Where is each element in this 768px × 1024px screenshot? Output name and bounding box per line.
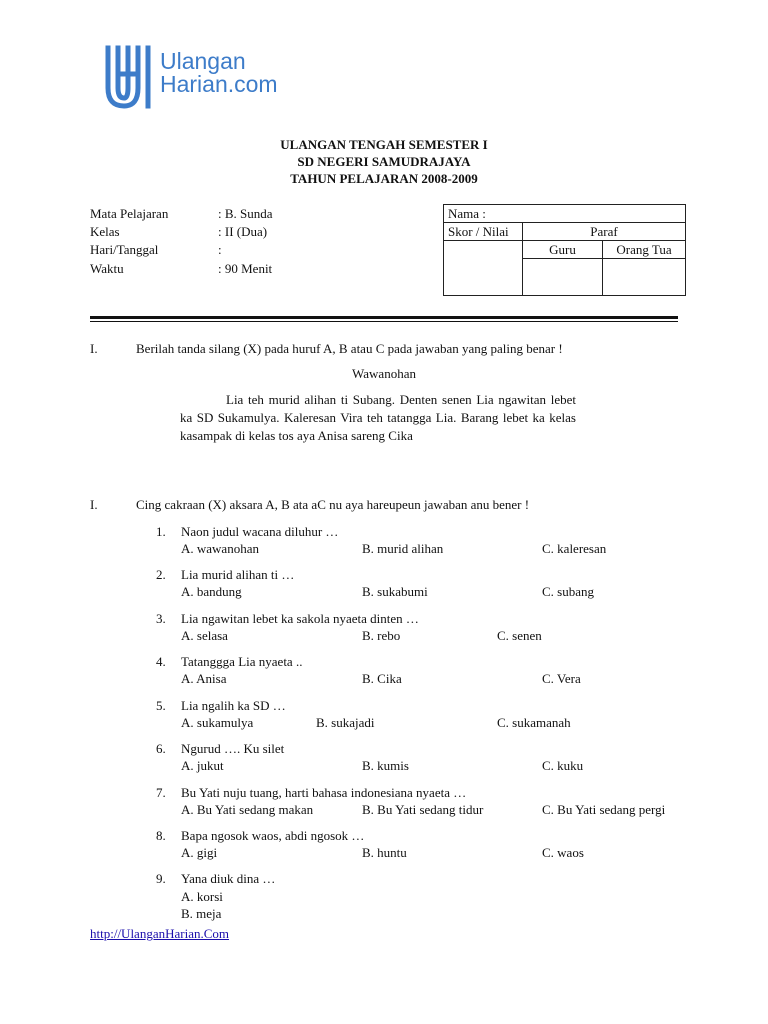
info-label: Mata Pelajaran	[90, 206, 169, 221]
school-year: TAHUN PELAJARAN 2008-2009	[290, 171, 478, 186]
teacher-signature-cell[interactable]	[523, 259, 603, 296]
passage-title: Wawanohan	[352, 366, 416, 381]
question-number: 1.	[156, 524, 166, 539]
divider-thin	[90, 321, 678, 322]
parent-signature-cell[interactable]	[603, 259, 686, 296]
question-text: Bapa ngosok waos, abdi ngosok …	[181, 828, 365, 843]
question-number: 9.	[156, 871, 166, 886]
section1-number: I.	[90, 341, 98, 356]
question-text: Tatanggga Lia nyaeta ..	[181, 654, 303, 669]
option-c[interactable]: C. sukamanah	[497, 715, 571, 730]
score-label-cell	[444, 223, 523, 241]
option-c[interactable]: C. kuku	[542, 758, 584, 773]
teacher-label: Guru	[549, 242, 576, 258]
option-b[interactable]: B. Cika	[362, 671, 402, 686]
option-a[interactable]: A. Bu Yati sedang makan	[181, 802, 314, 817]
question-text: Lia ngalih ka SD …	[181, 698, 286, 713]
question-text: Ngurud …. Ku silet	[181, 741, 285, 756]
section1-instruction: Berilah tanda silang (X) pada huruf A, B atau C pada jawaban yang paling benar !	[136, 341, 563, 356]
question-text: Yana diuk dina …	[181, 871, 276, 886]
school-name: SD NEGERI SAMUDRAJAYA	[297, 154, 471, 169]
question-number: 3.	[156, 611, 166, 626]
signature-header	[523, 223, 686, 241]
question-number: 8.	[156, 828, 166, 843]
option-a[interactable]: A. gigi	[181, 845, 218, 860]
option-a[interactable]: A. jukut	[181, 758, 224, 773]
option-b[interactable]: B. rebo	[362, 628, 401, 643]
option-c[interactable]: C. kaleresan	[542, 541, 607, 556]
score-table	[443, 204, 686, 296]
option-b[interactable]: B. kumis	[362, 758, 409, 773]
info-label: Kelas	[90, 224, 120, 239]
section2-instruction: Cing cakraan (X) aksara A, B ata aC nu aya hareupeun jawaban anu bener !	[136, 497, 530, 512]
question-number: 7.	[156, 785, 166, 800]
option-a[interactable]: A. Anisa	[181, 671, 227, 686]
question-text: Lia murid alihan ti …	[181, 567, 295, 582]
name-label: Nama :	[448, 206, 486, 221]
option-c[interactable]: C. Bu Yati sedang pergi	[542, 802, 666, 817]
logo-text-harian: Harian.com	[160, 71, 278, 97]
question-text: Bu Yati nuju tuang, harti bahasa indonesiana nyaeta …	[181, 785, 467, 800]
option-a[interactable]: A. korsi	[181, 889, 223, 904]
option-c[interactable]: C. subang	[542, 584, 594, 599]
option-a[interactable]: A. selasa	[181, 628, 228, 643]
option-b[interactable]: B. murid alihan	[362, 541, 444, 556]
question-number: 6.	[156, 741, 166, 756]
parent-header	[603, 241, 686, 259]
logo-mark-icon	[104, 44, 162, 112]
question-number: 2.	[156, 567, 166, 582]
option-c[interactable]: C. waos	[542, 845, 584, 860]
name-cell[interactable]	[444, 205, 686, 223]
option-b[interactable]: B. meja	[181, 906, 222, 921]
logo	[104, 44, 334, 114]
option-a[interactable]: A. sukamulya	[181, 715, 254, 730]
option-a[interactable]: A. bandung	[181, 584, 242, 599]
option-a[interactable]: A. wawanohan	[181, 541, 259, 556]
option-c[interactable]: C. senen	[497, 628, 542, 643]
info-label: Hari/Tanggal	[90, 242, 159, 257]
option-b[interactable]: B. Bu Yati sedang tidur	[362, 802, 484, 817]
teacher-header	[523, 241, 603, 259]
question-text: Naon judul wacana diluhur …	[181, 524, 339, 539]
exam-title: ULANGAN TENGAH SEMESTER I	[280, 137, 488, 152]
score-value-cell[interactable]	[444, 241, 523, 296]
option-c[interactable]: C. Vera	[542, 671, 581, 686]
info-value: : II (Dua)	[218, 224, 268, 239]
info-value: :	[218, 242, 222, 257]
parent-label: Orang Tua	[616, 242, 672, 258]
option-b[interactable]: B. sukabumi	[362, 584, 428, 599]
score-label: Skor / Nilai	[448, 224, 509, 239]
divider-thick	[90, 316, 678, 319]
question-number: 4.	[156, 654, 166, 669]
option-b[interactable]: B. sukajadi	[316, 715, 375, 730]
logo-text-ulangan: Ulangan	[160, 48, 246, 74]
info-value: : 90 Menit	[218, 261, 273, 276]
footer-link[interactable]: http://UlanganHarian.Com	[90, 926, 230, 941]
section2-number: I.	[90, 497, 98, 512]
question-number: 5.	[156, 698, 166, 713]
option-b[interactable]: B. huntu	[362, 845, 407, 860]
question-text: Lia ngawitan lebet ka sakola nyaeta dinten …	[181, 611, 419, 626]
info-label: Waktu	[90, 261, 124, 276]
passage-text: Lia teh murid alihan ti Subang. Denten senen Lia ngawitan lebet ka SD Sukamulya. Kaleresan Vira teh tatangga Lia. Barang lebet ka kelas kasampak di kelas tos aya Anisa sareng Cika	[180, 392, 576, 443]
info-value: : B. Sunda	[218, 206, 273, 221]
signature-label: Paraf	[590, 224, 618, 239]
